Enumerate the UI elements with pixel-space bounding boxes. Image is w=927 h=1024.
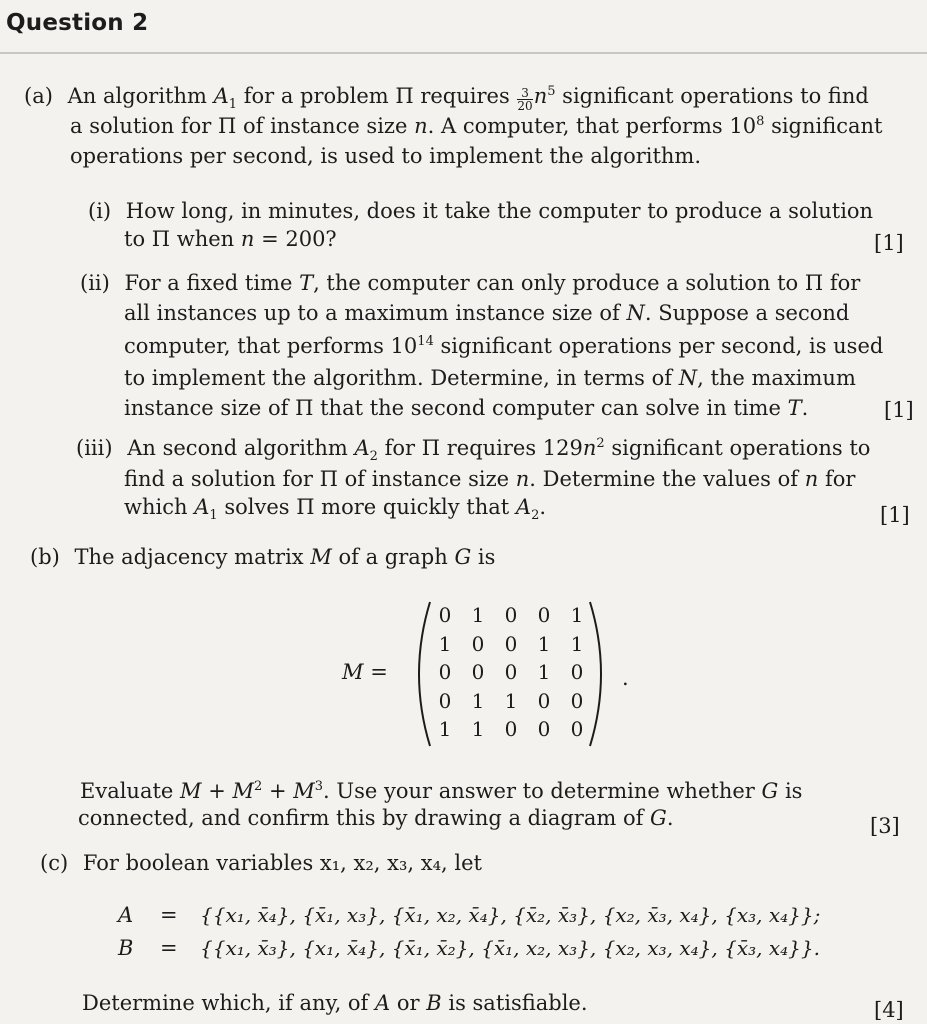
part-c-final-line: Determine which, if any, of A or B is satisfiable. (82, 991, 588, 1015)
matrix-cell: 0 (438, 688, 452, 713)
matrix-cell: 1 (471, 688, 485, 713)
matrix-lhs: M = (342, 660, 388, 684)
part-a-ii-line-1: (ii) For a fixed time T, the computer can only produce a solution to Π for (80, 271, 861, 295)
part-a-line-2: a solution for Π of instance size n. A computer, that performs $10^8$ significant (70, 114, 883, 138)
matrix-cell: 1 (504, 688, 518, 713)
matrix-cell: 1 (471, 603, 485, 627)
matrix-cell: 0 (537, 603, 551, 627)
matrix-cell: 0 (471, 660, 485, 684)
question-title: Question 2 (6, 10, 149, 36)
fraction-3-over-20: $\frac{3}{20}$ (517, 86, 533, 113)
matrix-cell: 1 (537, 660, 551, 684)
part-a-iii-label: (iii) (76, 436, 113, 460)
part-a-i-line-1: (i) How long, in minutes, does it take the computer to produce a solution (88, 199, 874, 223)
matrix-cell: 0 (438, 660, 452, 684)
matrix-cell: 1 (570, 603, 584, 627)
matrix-cell: 0 (471, 631, 485, 656)
part-a-label: (a) (24, 84, 53, 108)
part-a-iii-line-3: which $A_1$ solves Π more quickly that $A_2$. (124, 495, 547, 524)
matrix-cell: 0 (570, 660, 584, 684)
part-b-eval-line-1: Evaluate $M + M^2 + M^3$. Use your answer to determine whether G is (80, 779, 803, 803)
part-c-label: (c) (40, 851, 69, 875)
part-c-line-1: (c) For boolean variables x₁, x₂, x₃, x₄, let (40, 851, 482, 875)
part-a-iii-marks: [1] (880, 503, 910, 527)
matrix-cell: 0 (570, 717, 584, 741)
part-a-ii-marks: [1] (884, 398, 914, 422)
set-b-expression: {{x₁, x̄₃}, {x₁, x̄₄}, {x̄₁, x̄₂}, {x̄₁, x₂, x₃}, {x₂, x₃, x₄}, {x̄₃, x₄}}. (200, 936, 820, 960)
part-b-eval-line-2: connected, and confirm this by drawing a diagram of G. (78, 806, 674, 830)
set-b-eq: = (160, 936, 178, 960)
matrix-cell: 0 (537, 688, 551, 713)
part-a-iii-line-1: (iii) An second algorithm $A_2$ for Π requires $129n^2$ significant operations to (76, 436, 871, 465)
part-a-i-marks: [1] (874, 231, 904, 255)
matrix-cell: 0 (438, 603, 452, 627)
matrix-period: . (622, 666, 629, 690)
set-b-lhs: B (118, 936, 134, 960)
part-a-line-1: (a) An algorithm $A_1$ for a problem Π requires $\frac{3}{20}$ $n^5$ significant operations to find (24, 84, 869, 113)
matrix-cell: 1 (438, 717, 452, 741)
part-a-ii-label: (ii) (80, 271, 110, 295)
matrix-cell: 1 (570, 631, 584, 656)
part-b-label: (b) (30, 545, 60, 569)
part-a-i-line-2: to Π when n = 200? (124, 227, 337, 251)
part-a-ii-line-5: instance size of Π that the second computer can solve in time T. (124, 396, 809, 420)
matrix-left-paren (419, 602, 430, 746)
part-a-ii-line-2: all instances up to a maximum instance size of N. Suppose a second (124, 301, 850, 325)
matrix-cell: 1 (537, 631, 551, 656)
matrix-cell: 0 (570, 688, 584, 713)
set-a-eq: = (160, 903, 178, 927)
part-b-marks: [3] (870, 814, 900, 838)
part-a-i-label: (i) (88, 199, 112, 223)
part-a-ii-line-4: to implement the algorithm. Determine, in terms of N, the maximum (124, 366, 856, 390)
matrix-cell: 0 (537, 717, 551, 741)
part-c-marks: [4] (874, 998, 904, 1022)
matrix-cell: 1 (438, 631, 452, 656)
set-a-lhs: A (118, 903, 134, 927)
part-a-ii-line-3: computer, that performs $10^{14}$ significant operations per second, is used (124, 334, 884, 358)
matrix-cell: 1 (471, 717, 485, 741)
part-b-line-1: (b) The adjacency matrix M of a graph G is (30, 545, 496, 569)
matrix-cell: 0 (504, 631, 518, 656)
matrix-right-paren (590, 602, 601, 746)
part-a-line-3: operations per second, is used to implement the algorithm. (70, 144, 702, 168)
set-a-expression: {{x₁, x̄₄}, {x̄₁, x₃}, {x̄₁, x₂, x̄₄}, {x̄₂, x̄₃}, {x₂, x̄₃, x₄}, {x₃, x₄}}; (200, 903, 821, 927)
matrix-cell: 0 (504, 603, 518, 627)
part-a-iii-line-2: find a solution for Π of instance size n. Determine the values of n for (124, 467, 856, 491)
matrix-cell: 0 (504, 717, 518, 741)
matrix-cell: 0 (504, 660, 518, 684)
title-divider (0, 52, 927, 54)
